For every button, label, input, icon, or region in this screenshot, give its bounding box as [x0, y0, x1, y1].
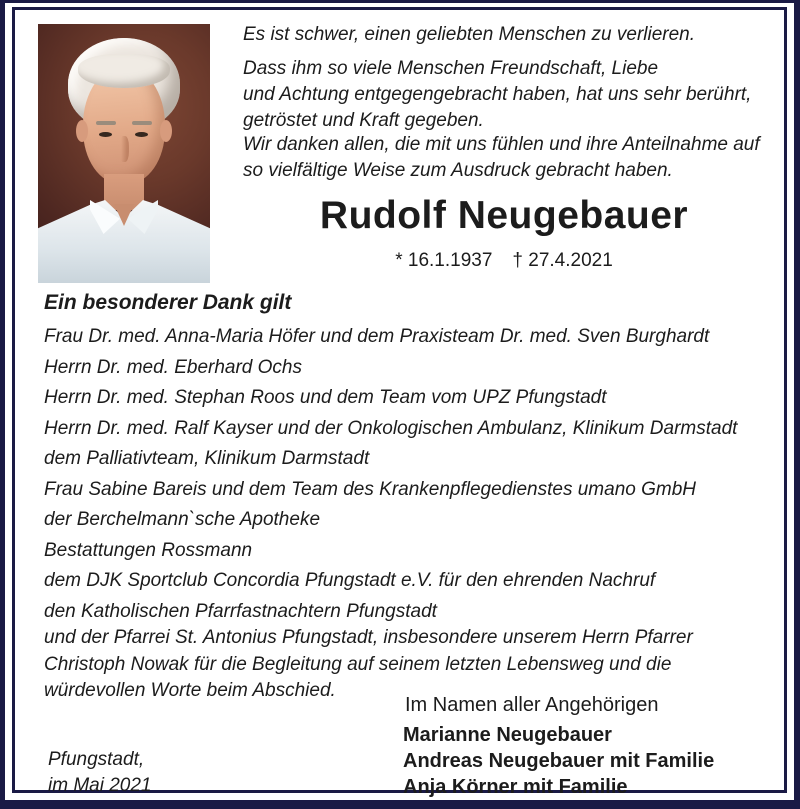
thanks-closing-paragraph	[44, 625, 754, 705]
family-name: Andreas Neugebauer mit Familie	[403, 750, 715, 772]
closing-line: würdevollen Worte beim Abschied.	[44, 680, 336, 701]
portrait-photo	[38, 24, 210, 283]
thanks-item: Herrn Dr. med. Eberhard Ochs	[44, 356, 302, 378]
family-name: Marianne Neugebauer	[403, 724, 612, 746]
signature-names	[403, 722, 714, 800]
deceased-name: Rudolf Neugebauer	[319, 194, 689, 237]
closing-line: Christoph Nowak für die Begleitung auf seinem letzten Lebensweg und die	[44, 653, 672, 675]
condolence-line: Es ist schwer, einen geliebten Menschen zu verlieren.	[243, 24, 696, 45]
death-date: † 27.4.2021	[512, 250, 613, 271]
date-line: im Mai 2021	[48, 775, 152, 796]
life-dates	[228, 250, 780, 272]
thanks-list	[44, 322, 774, 627]
condolence-line: Wir danken allen, die mit uns fühlen und ihre Anteilnahme auf	[243, 134, 760, 155]
thanks-item: der Berchelmann`sche Apotheke	[44, 509, 321, 530]
condolence-line: und Achtung entgegengebracht haben, hat uns sehr berührt,	[243, 84, 752, 105]
condolence-line: so vielfältige Weise zum Ausdruck gebracht haben.	[243, 160, 673, 181]
thanks-item: Frau Sabine Bareis und dem Team des Krankenpflegedienstes umano GmbH	[44, 478, 697, 500]
hair-fringe-shape	[78, 54, 170, 88]
condolence-line: Dass ihm so viele Menschen Freundschaft, Liebe	[243, 58, 659, 79]
thanks-item: dem DJK Sportclub Concordia Pfungstadt e.V. für den ehrenden Nachruf	[44, 570, 656, 591]
thanks-item: dem Palliativteam, Klinikum Darmstadt	[44, 448, 370, 469]
condolence-paragraph-3	[243, 132, 783, 184]
thanks-item: den Katholischen Pfarrfastnachtern Pfungstadt	[44, 600, 437, 622]
ear-left-shape	[76, 120, 88, 142]
eye-left-shape	[99, 132, 112, 137]
signature-lead: Im Namen aller Angehörigen	[405, 694, 659, 716]
condolence-paragraph-1	[243, 22, 783, 48]
nose-shape	[119, 136, 129, 162]
eye-right-shape	[135, 132, 148, 137]
eyebrow-right-shape	[132, 121, 152, 125]
family-name: Anja Körner mit Familie	[403, 776, 628, 798]
thanks-heading: Ein besonderer Dank gilt	[44, 291, 292, 314]
deceased-name-block	[228, 194, 780, 238]
thanks-item: Frau Dr. med. Anna-Maria Höfer und dem Praxisteam Dr. med. Sven Burghardt	[44, 326, 710, 347]
thanks-item: Bestattungen Rossmann	[44, 539, 253, 561]
thanks-item: Herrn Dr. med. Ralf Kayser und der Onkologischen Ambulanz, Klinikum Darmstadt	[44, 417, 738, 439]
condolence-line: getröstet und Kraft gegeben.	[243, 110, 484, 131]
condolence-paragraph-2	[243, 56, 783, 134]
birth-date: * 16.1.1937	[395, 250, 493, 271]
place-date-block	[48, 747, 152, 799]
closing-line: und der Pfarrei St. Antonius Pfungstadt, insbesondere unserem Herrn Pfarrer	[44, 627, 693, 648]
eyebrow-left-shape	[96, 121, 116, 125]
place-line: Pfungstadt,	[48, 749, 145, 770]
ear-right-shape	[160, 120, 172, 142]
thanks-item: Herrn Dr. med. Stephan Roos und dem Team vom UPZ Pfungstadt	[44, 387, 607, 408]
